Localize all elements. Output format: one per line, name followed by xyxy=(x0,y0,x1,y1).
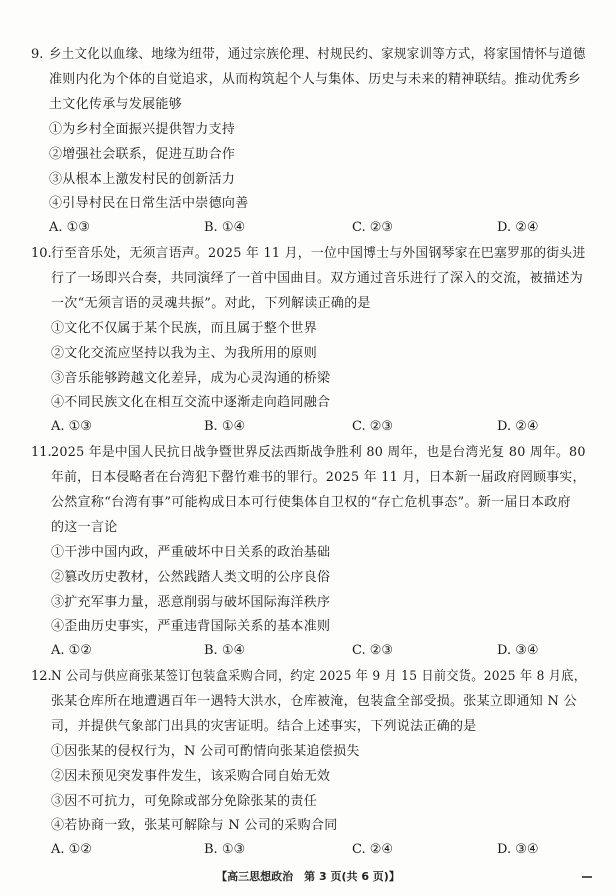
question-text-line: 司，并提供气象部门出具的灾害证明。结合上述事实，下列说法正确的是 xyxy=(51,719,477,734)
question-text-line: 一次“无须言语的灵魂共振”。对此，下列解读正确的是 xyxy=(51,296,371,311)
option-statement: ①干涉中国内政，严重破坏中日关系的政治基础 xyxy=(51,545,331,560)
page-footer: 【高三思想政治 第 3 页(共 6 页)】 xyxy=(216,870,400,883)
option-statement: ②增强社会联系，促进互助合作 xyxy=(49,147,236,162)
answer-choice-c: C. ②③ xyxy=(352,419,394,434)
question-text-line: 准则内化为个体的自觉追求，从而构筑起个人与集体、历史与未来的精神联结。推动优秀乡 xyxy=(49,72,582,87)
option-statement: ④引导村民在日常生活中崇德向善 xyxy=(49,196,249,211)
answer-choice-a: A. ①② xyxy=(51,643,92,658)
answer-choice-b: B. ①④ xyxy=(204,220,246,235)
answer-choice-c: C. ②③ xyxy=(352,220,394,235)
answer-choice-d: D. ②④ xyxy=(497,419,539,434)
question-text-line: 乡土文化以血缘、地缘为纽带，通过宗族伦理、村规民约、家规家训等方式，将家国情怀与道德 xyxy=(49,47,586,62)
question-number: 12. xyxy=(31,669,52,684)
option-statement: ④歪曲历史事实，严重违背国际关系的基本准则 xyxy=(51,619,331,634)
option-statement: ④若协商一致，张某可解除与 N 公司的采购合同 xyxy=(51,818,338,833)
question-text-line: 公然宣称“台湾有事”可能构成日本可行使集体自卫权的“存亡危机事态”。新一届日本政府 xyxy=(51,495,571,510)
question-text-line: 2025 年是中国人民抗日战争暨世界反法西斯战争胜利 80 周年，也是台湾光复 80 周年。80 xyxy=(51,445,586,460)
answer-choice-d: D. ③④ xyxy=(497,643,539,658)
answer-choice-b: B. ①④ xyxy=(204,419,246,434)
answer-choice-b: B. ①③ xyxy=(204,842,246,857)
footer-dash-mark xyxy=(582,876,592,878)
option-statement: ③音乐能够跨越文化差异，成为心灵沟通的桥梁 xyxy=(51,371,331,386)
option-statement: ②因未预见突发事件发生，该采购合同自始无效 xyxy=(51,769,331,784)
question-text-line: 张某仓库所在地遭遇百年一遇特大洪水，仓库被淹，包装盒全部受损。张某立即通知 N 公 xyxy=(51,694,577,709)
question-text-line: 年前，日本侵略者在台湾犯下罄竹难书的罪行。2025 年 11 月，日本新一届政府罔顾事实， xyxy=(51,470,586,485)
option-statement: ③从根本上激发村民的创新活力 xyxy=(49,172,236,187)
question-text-line: 行至音乐处，无须言语声。2025 年 11 月，一位中国博士与外国钢琴家在巴塞罗那的街头进 xyxy=(51,246,586,261)
option-statement: ①因张某的侵权行为，N 公司可酌情向张某追偿损失 xyxy=(51,744,360,759)
option-statement: ②文化交流应坚持以我为主、为我所用的原则 xyxy=(51,346,318,361)
answer-choice-b: B. ①④ xyxy=(204,643,246,658)
question-text-line: 的这一言论 xyxy=(51,520,118,535)
option-statement: ③因不可抗力，可免除或部分免除张某的责任 xyxy=(51,794,318,809)
question-number: 10. xyxy=(31,246,52,261)
option-statement: ①文化不仅属于某个民族，而且属于整个世界 xyxy=(51,321,318,336)
answer-choice-c: C. ②③ xyxy=(352,643,394,658)
question-text-line: N 公司与供应商张某签订包装盒采购合同，约定 2025 年 9 月 15 日前交货。2025 年 8 月底， xyxy=(51,669,587,684)
question-text-line: 土文化传承与发展能够 xyxy=(49,97,183,112)
option-statement: ②篡改历史教材，公然践踏人类文明的公序良俗 xyxy=(51,570,331,585)
option-statement: ④不同民族文化在相互交流中逐渐走向趋同融合 xyxy=(51,395,331,410)
answer-choice-a: A. ①③ xyxy=(49,220,90,235)
option-statement: ③扩充军事力量，恶意削弱与破坏国际海洋秩序 xyxy=(51,595,331,610)
option-statement: ①为乡村全面振兴提供智力支持 xyxy=(49,122,236,137)
question-number: 9. xyxy=(31,47,44,62)
answer-choice-a: A. ①③ xyxy=(51,419,92,434)
question-number: 11. xyxy=(31,445,52,460)
answer-choice-d: D. ②④ xyxy=(497,220,539,235)
question-text-line: 行了一场即兴合奏，共同演绎了一首中国曲目。双方通过音乐进行了深入的交流，被描述为 xyxy=(51,271,584,286)
answer-choice-a: A. ①② xyxy=(51,842,92,857)
answer-choice-d: D. ③④ xyxy=(497,842,539,857)
answer-choice-c: C. ②④ xyxy=(352,842,394,857)
